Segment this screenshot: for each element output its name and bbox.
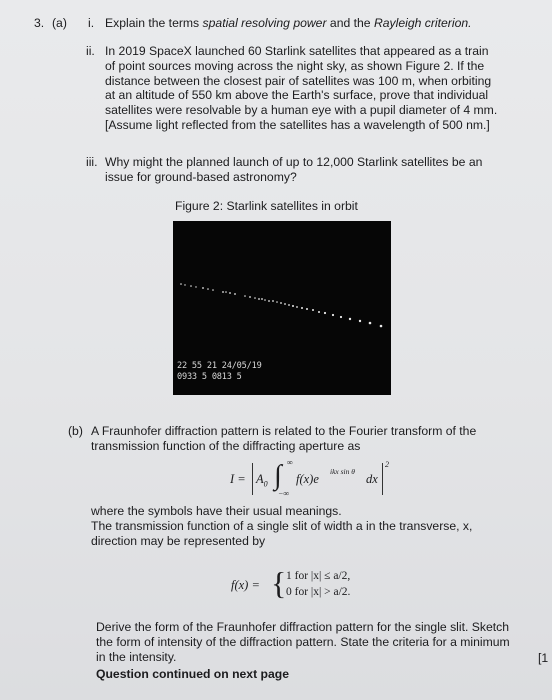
satellite-dot: [225, 291, 227, 293]
satellite-dot: [190, 285, 192, 287]
eq1-differential: dx: [366, 472, 378, 486]
part-b-middle-line: direction may be represented by: [91, 533, 266, 548]
marks-indicator: [1: [538, 651, 549, 665]
piecewise-brace: {: [271, 565, 287, 601]
satellite-dot: [312, 309, 314, 311]
part-b-middle: [91, 504, 472, 548]
item-i-prefix: Explain the terms: [105, 16, 203, 30]
satellite-dot: [324, 312, 326, 314]
satellite-dot: [306, 308, 308, 310]
satellite-dot: [222, 291, 224, 293]
satellite-dot: [207, 288, 209, 290]
satellite-dot: [359, 320, 361, 322]
term-spatial-resolving-power: spatial resolving power: [202, 16, 327, 30]
satellite-dot: [276, 301, 278, 303]
figure-caption: Figure 2: Starlink satellites in orbit: [175, 199, 358, 213]
satellite-dot: [234, 293, 236, 295]
abs-bar-right: [382, 463, 383, 495]
item-ii-line: distance between the closest pair of satellites was 100 m, when orbiting: [105, 73, 492, 88]
item-iii-text: [105, 155, 482, 185]
transmission-function-equation: [231, 567, 391, 603]
satellite-train: [180, 283, 382, 327]
question-number: 3.: [34, 16, 45, 30]
satellite-dot: [349, 318, 351, 320]
satellite-dot: [261, 298, 263, 300]
satellite-dot: [195, 286, 196, 287]
item-iii-line: issue for ground-based astronomy?: [105, 169, 297, 184]
eq1-integrand: f(x)e: [296, 472, 319, 486]
photo-timestamp: 22 55 21 24/05/19: [177, 361, 262, 371]
item-ii-line: satellites were resolvable by a human eye with a pupil diameter of 4 mm.: [105, 103, 498, 118]
satellite-dot: [272, 300, 274, 302]
part-b-label: (b): [68, 424, 83, 438]
item-iii-marker: iii.: [86, 155, 98, 169]
item-i-marker: i.: [88, 16, 95, 30]
integral-sign: ∫: [274, 460, 282, 491]
item-i-text: [105, 16, 472, 31]
satellite-dot: [212, 289, 214, 291]
satellite-dot: [292, 305, 294, 307]
part-b-middle-line: The transmission function of a single slit of width a in the transverse, x,: [91, 518, 473, 533]
eq1-amplitude-subscript: 0: [263, 479, 268, 489]
satellite-dot: [244, 295, 246, 297]
item-ii-marker: ii.: [86, 44, 95, 58]
term-rayleigh-criterion: Rayleigh criterion.: [373, 16, 472, 30]
satellite-dot: [369, 322, 372, 325]
part-b-intro-line: transmission function of the diffracting aperture as: [91, 438, 361, 453]
satellite-dot: [202, 287, 204, 289]
eq2-case-1: 1 for |x| ≤ a/2,: [286, 570, 351, 582]
eq2-case-2: 0 for |x| > a/2.: [286, 586, 351, 598]
fraunhofer-equation: [230, 459, 410, 499]
part-b-task: [96, 620, 510, 664]
part-b-middle-line: where the symbols have their usual meanings.: [91, 504, 342, 518]
satellite-dot: [318, 311, 320, 313]
satellite-dot: [184, 284, 185, 285]
satellite-dot: [284, 303, 286, 305]
satellite-dot: [254, 297, 256, 299]
satellite-dot: [340, 316, 342, 318]
satellite-dot: [180, 283, 182, 285]
item-ii-line: [Assume light reflected from the satellites has a wavelength of 500 nm.]: [105, 117, 490, 132]
part-b-intro: [91, 424, 476, 454]
satellite-dot: [264, 299, 266, 301]
eq1-lower-limit: −∞: [278, 489, 290, 498]
satellite-dot: [380, 325, 383, 328]
continued-notice: Question continued on next page: [96, 667, 289, 681]
item-ii-line: of point sources moving across the night sky, as shown Figure 2. If the: [105, 58, 485, 73]
item-ii-line: In 2019 SpaceX launched 60 Starlink satellites that appeared as a train: [105, 44, 489, 58]
item-i-mid: and the: [326, 16, 374, 30]
eq1-upper-limit: ∞: [287, 458, 293, 467]
eq1-power: 2: [385, 460, 389, 469]
eq1-amplitude: [256, 472, 268, 489]
item-ii-text: [105, 44, 497, 133]
part-b-task-line: in the intensity.: [96, 649, 177, 664]
satellite-dot: [229, 292, 231, 294]
satellite-dot: [258, 298, 260, 300]
eq1-amplitude-symbol: A: [256, 472, 264, 486]
satellite-dot: [249, 296, 251, 298]
part-b-intro-line: A Fraunhofer diffraction pattern is related to the Fourier transform of the: [91, 424, 477, 438]
eq1-exponent: ikx sin θ: [330, 467, 355, 476]
item-iii-line: Why might the planned launch of up to 12,000 Starlink satellites be an: [105, 155, 483, 169]
satellite-dot: [288, 304, 290, 306]
item-ii-line: at an altitude of 550 km above the Earth's surface, prove that individual: [105, 88, 489, 103]
eq1-lhs: I =: [230, 472, 246, 486]
abs-bar-left: [252, 463, 253, 495]
photo-exposure: 0933 5 0813 5: [177, 372, 242, 382]
satellite-dot: [301, 307, 303, 309]
eq2-lhs: f(x) =: [231, 578, 260, 592]
satellite-dot: [296, 306, 298, 308]
part-a-label: (a): [52, 16, 67, 30]
satellite-dot: [332, 314, 334, 316]
part-b-task-line: Derive the form of the Fraunhofer diffraction pattern for the single slit. Sketch: [96, 620, 510, 634]
satellite-dot: [268, 300, 270, 302]
part-b-task-line: the form of intensity of the diffraction pattern. State the criteria for a minimum: [96, 634, 510, 649]
starlink-photo: [173, 221, 391, 395]
satellite-dot: [280, 302, 282, 304]
